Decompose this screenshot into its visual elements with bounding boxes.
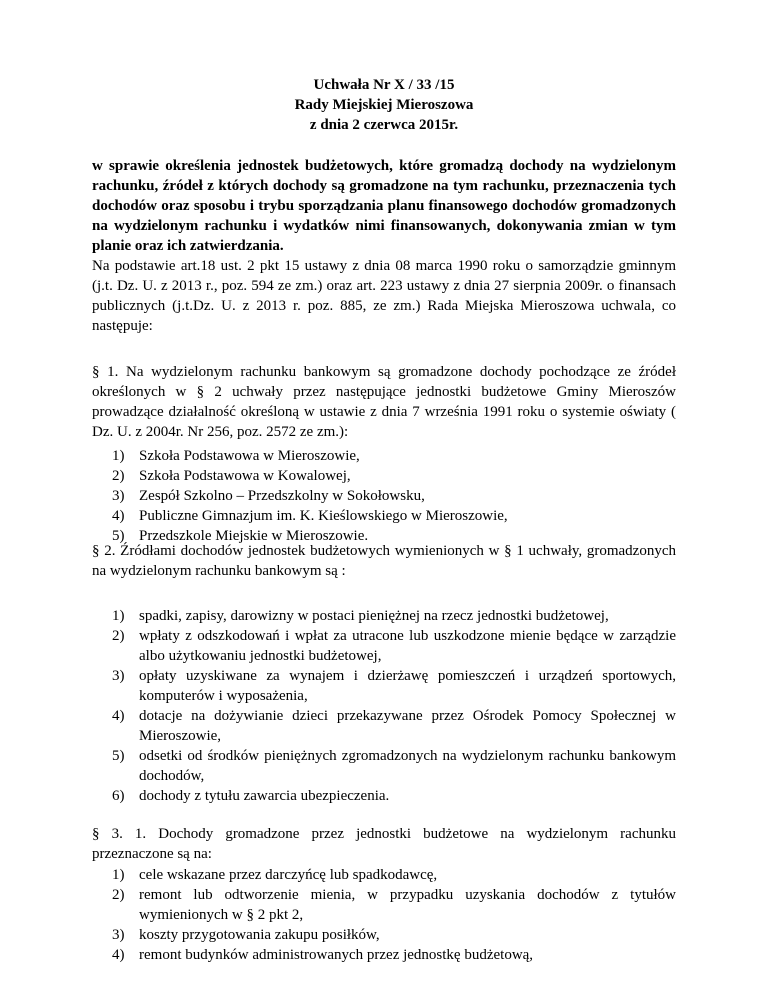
preamble: Na podstawie art.18 ust. 2 pkt 15 ustawy z dnia 08 marca 1990 roku o samorządzie gminnym (j.t. Dz. U. z 2013 r., poz. 594 ze zm.) oraz art. 223 ustawy z dnia 27 sierpnia 2009r. o finansach publicznych (j.t.Dz. U. z 2013 r. poz. 885, ze zm.) Rada Miejska Mieroszowa uchwala, co następuje: [92, 258, 676, 334]
list-item: 3) koszty przygotowania zakupu posiłków, [112, 927, 380, 943]
list-item: 1) spadki, zapisy, darowizny w postaci pieniężnej na rzecz jednostki budżetowej, [112, 608, 609, 624]
section-1-text: § 1. Na wydzielonym rachunku bankowym są gromadzone dochody pochodzące ze źródeł określonych w § 2 uchwały przez następujące jednostki budżetowe Gminy Mieroszów prowadzące działalność określoną w ustawie z dnia 7 września 1991 roku o systemie oświaty ( Dz. U. z 2004r. Nr 256, poz. 2572 ze zm.): [92, 364, 676, 440]
list-item: 3) opłaty uzyskiwane za wynajem i dzierżawę pomieszczeń i urządzeń sportowych, komputerów i wyposażenia, [112, 668, 676, 704]
list-item: 3) Zespół Szkolno – Przedszkolny w Sokołowsku, [112, 488, 425, 504]
list-item: 2) remont lub odtworzenie mienia, w przypadku uzyskania dochodów z tytułów wymienionych w § 2 pkt 2, [112, 887, 676, 923]
resolution-number: Uchwała Nr X / 33 /15 [313, 77, 455, 93]
list-item: 4) dotacje na dożywianie dzieci przekazywane przez Ośrodek Pomocy Społecznej w Mieroszowie, [112, 708, 676, 744]
list-item: 4) remont budynków administrowanych przez jednostkę budżetową, [112, 947, 534, 963]
list-item: 2) wpłaty z odszkodowań i wpłat za utracone lub uszkodzone mienie będące w zarządzie albo użytkowaniu jednostki budżetowej, [112, 628, 676, 664]
list-item: 1) cele wskazane przez darczyńcę lub spadkodawcę, [112, 867, 438, 883]
council-name: Rady Miejskiej Mieroszowa [294, 97, 474, 113]
section-3-list [112, 865, 676, 965]
list-item: 2) Szkoła Podstawowa w Kowalowej, [112, 468, 351, 484]
section-3-text: § 3. 1. Dochody gromadzone przez jednostki budżetowe na wydzielonym rachunku przeznaczone są na: [92, 826, 676, 862]
list-item: 5) odsetki od środków pieniężnych zgromadzonych na wydzielonym rachunku bankowym dochodów, [112, 748, 676, 784]
section-2-list [112, 606, 676, 806]
resolution-date: z dnia 2 czerwca 2015r. [309, 117, 459, 133]
list-item: 6) dochody z tytułu zawarcia ubezpieczenia. [112, 788, 390, 804]
list-item: 4) Publiczne Gimnazjum im. K. Kieślowskiego w Mieroszowie, [112, 508, 508, 524]
section-1-list [112, 446, 676, 546]
resolution-subject: w sprawie określenia jednostek budżetowych, które gromadzą dochody na wydzielonym rachunku, źródeł z których dochody są gromadzone na tym rachunku, przeznaczenia tych dochodów oraz sposobu i trybu sporządzania planu finansowego dochodów gromadzonych na wydzielonym rachunku i wydatków nimi finansowanych, dokonywania zmian w tym planie oraz ich zatwierdzania. [92, 158, 676, 254]
resolution-header [0, 75, 768, 135]
list-item: 5) Przedszkole Miejskie w Mieroszowie. [112, 528, 369, 544]
section-2-text: § 2. Źródłami dochodów jednostek budżetowych wymienionych w § 1 uchwały, gromadzonych na wydzielonym rachunku bankowym są : [92, 543, 676, 579]
list-item: 1) Szkoła Podstawowa w Mieroszowie, [112, 448, 360, 464]
